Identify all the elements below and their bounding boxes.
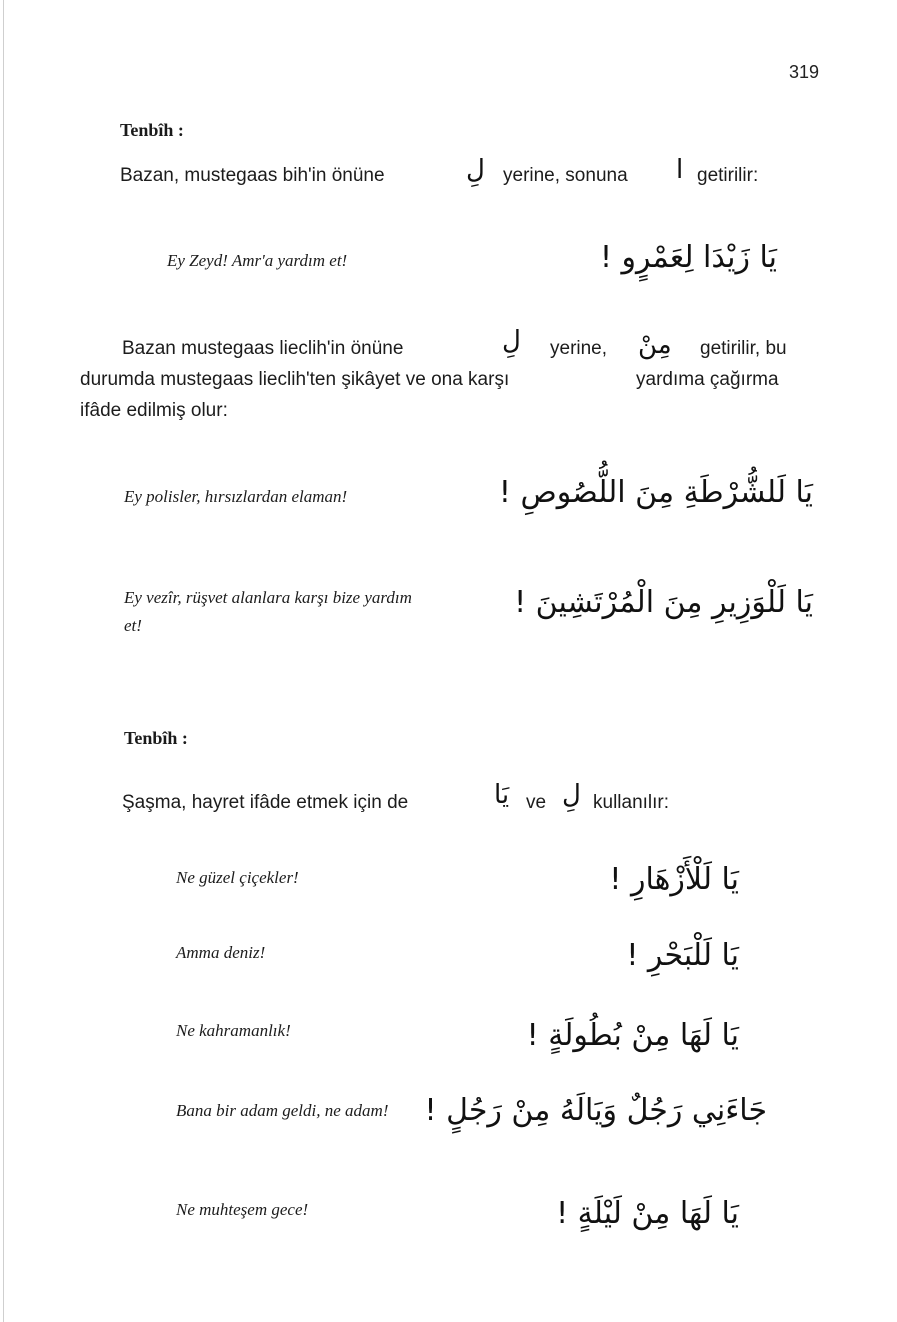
example-4-turkish: Ne güzel çiçekler! [176,868,299,887]
example-7-arabic: جَاءَنِي رَجُلٌ وَيَالَهُ مِنْ رَجُلٍ ! [424,1093,767,1128]
section-3-line-1b: ve [526,792,547,813]
example-8-arabic: يَا لَهَا مِنْ لَيْلَةٍ ! [556,1196,739,1231]
section-3-inline-arabic-1: يَا [494,780,510,810]
section-2-inline-arabic-1: لِ [502,326,521,356]
section-2-line-2a: durumda mustegaas lieclih'ten şikâyet ve ona karşı [80,369,510,390]
section-3-line-1a: Şaşma, hayret ifâde etmek için de [122,792,409,813]
section-3-heading: Tenbîh : [124,728,188,748]
section-1-inline-arabic-2: ا [676,155,684,185]
page-number: 319 [788,62,819,82]
example-7-turkish: Bana bir adam geldi, ne adam! [176,1101,389,1120]
section-1-line-1c: getirilir: [697,165,759,186]
example-2-arabic: يَا لَلشُّرْطَةِ مِنَ اللُّصُوصِ ! [498,475,813,510]
section-2-line-2b: yardıma çağırma [636,369,779,390]
example-3-turkish: Ey vezîr, rüşvet alanlara karşı bize yardım et! [124,588,412,635]
example-8-turkish: Ne muhteşem gece! [176,1200,309,1219]
section-1-line-1a: Bazan, mustegaas bih'in önüne [120,165,385,186]
section-3-line-1c: kullanılır: [593,792,670,813]
example-5-arabic: يَا لَلْبَحْرِ ! [626,938,739,973]
section-1-inline-arabic-1: لِ [466,155,485,185]
example-1-turkish: Ey Zeyd! Amr'a yardım et! [167,251,348,270]
section-2-line-3: ifâde edilmiş olur: [80,400,228,421]
section-3-inline-arabic-2: لِ [562,780,581,810]
example-2-turkish: Ey polisler, hırsızlardan elaman! [124,487,348,506]
example-4-arabic: يَا لَلْأَزْهَارِ ! [609,862,739,897]
example-6-turkish: Ne kahramanlık! [176,1021,291,1040]
example-6-arabic: يَا لَهَا مِنْ بُطُولَةٍ ! [526,1018,739,1053]
section-2-inline-arabic-2: مِنْ [638,330,672,360]
section-2-line-1c: getirilir, bu [700,338,787,359]
section-1-line-1b: yerine, sonuna [503,165,628,186]
example-1-arabic: يَا زَيْدَا لِعَمْرٍو ! [599,240,777,275]
section-2-line-1b: yerine, [550,338,608,359]
section-2-line-1a: Bazan mustegaas lieclih'in önüne [122,338,404,359]
page-edge [3,0,4,1322]
example-3-arabic: يَا لَلْوَزِيرِ مِنَ الْمُرْتَشِينَ ! [514,585,813,620]
example-5-turkish: Amma deniz! [176,943,266,962]
section-1-heading: Tenbîh : [120,120,184,140]
